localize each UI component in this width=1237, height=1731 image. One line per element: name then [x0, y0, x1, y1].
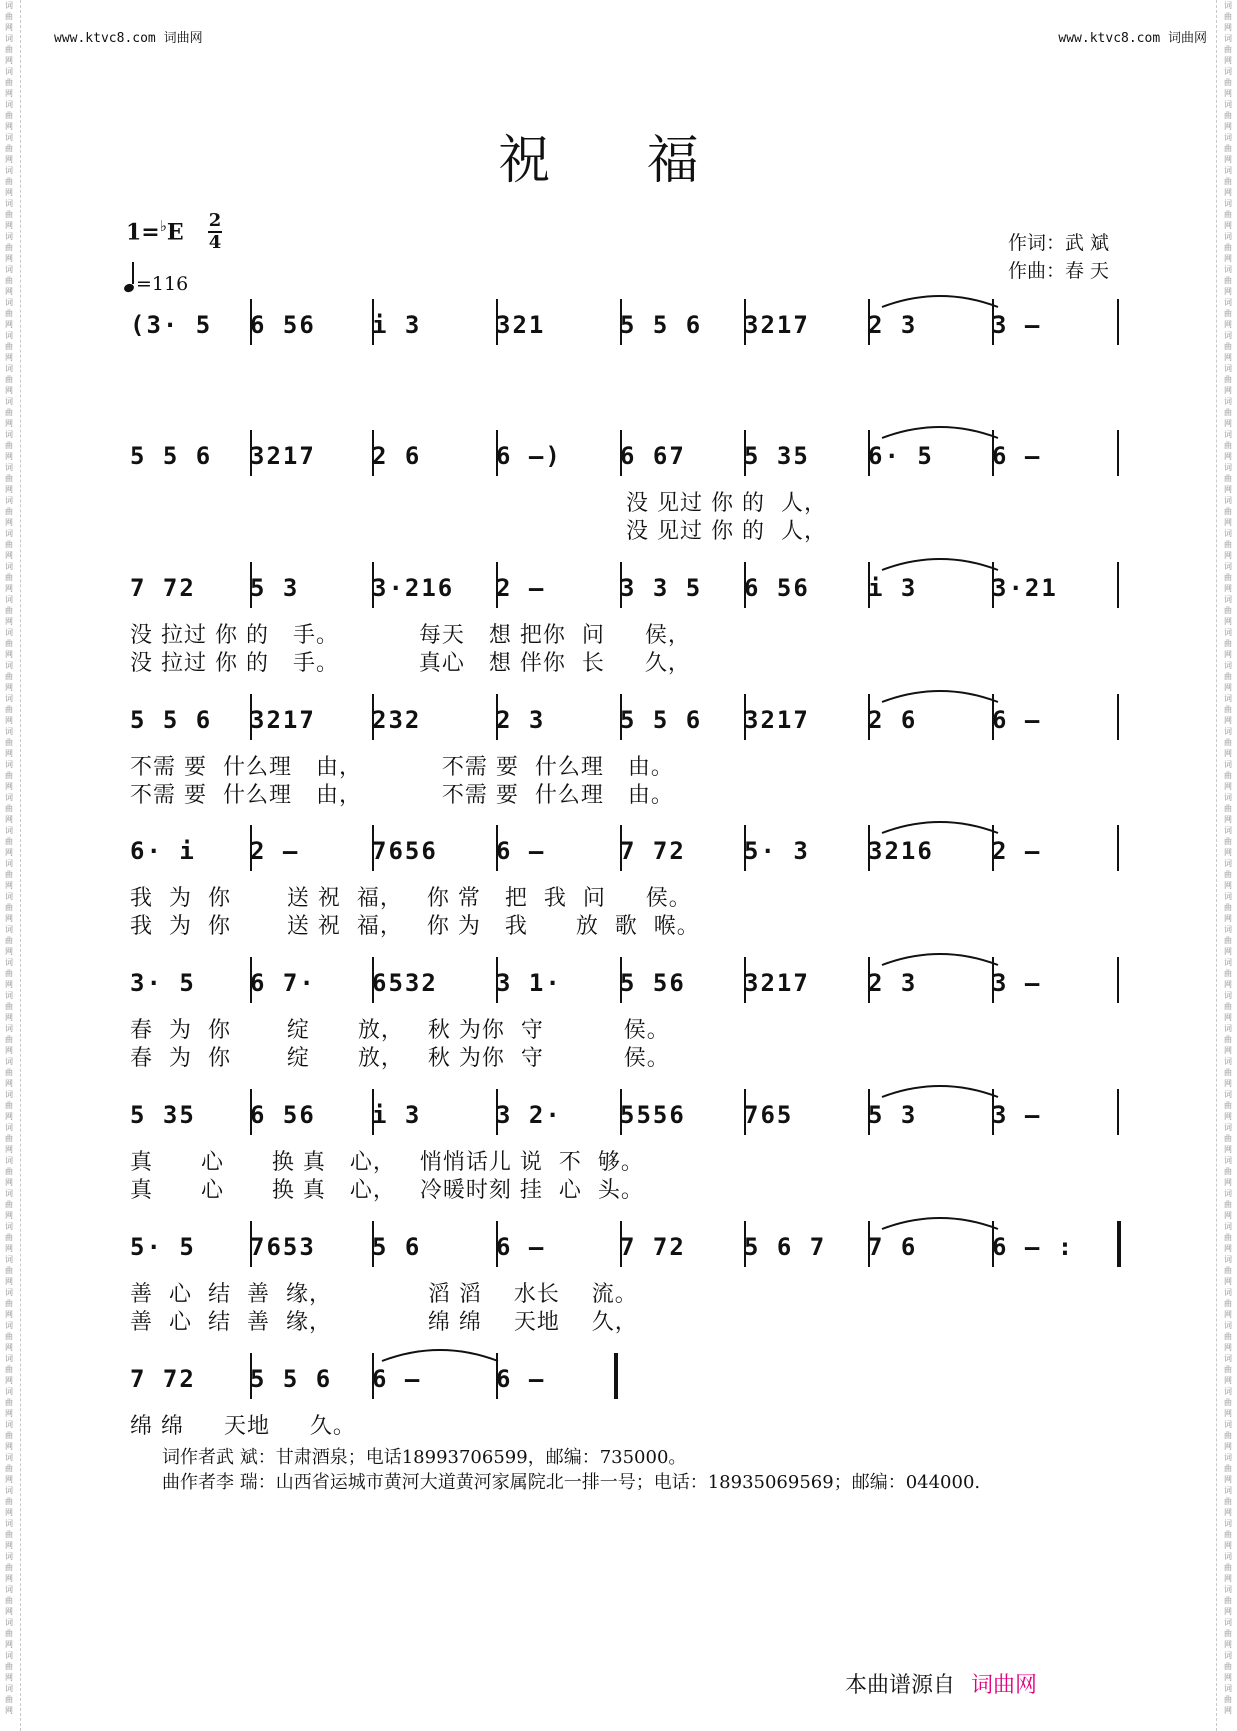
watermark-strip-text: 词曲网: [1224, 1651, 1232, 1682]
lyric-line: 没 拉过 你 的 手。 真心 想 伴你 长 久，: [130, 651, 691, 676]
bar-line: [372, 694, 374, 740]
watermark-strip-text: 词曲网: [1224, 991, 1232, 1022]
source-brand: 词曲网: [970, 1673, 1037, 1698]
lyric-line: 不需 要 什么理 由， 不需 要 什么理 由。: [130, 783, 674, 808]
lyric-line: 没 见过 你 的 人，: [626, 491, 827, 516]
watermark-strip-text: 词曲网: [5, 1255, 13, 1286]
bar-line: [1117, 825, 1119, 871]
measure-notes: 2 –: [496, 574, 546, 602]
meter-bottom: 4: [208, 232, 222, 253]
watermark-strip-text: 词曲网: [1224, 925, 1232, 956]
measure-notes: 3217: [250, 442, 316, 470]
bar-line: [372, 430, 374, 476]
lyric-line: 善 心 结 善 缘， 滔 滔 水长 流。: [130, 1282, 638, 1307]
watermark-strip-text: 词曲网: [5, 793, 13, 824]
measure-notes: 5· 5: [130, 1233, 196, 1261]
watermark-strip-text: 词曲网: [1224, 1123, 1232, 1154]
bar-line: [868, 562, 870, 608]
measure-notes: 6 56: [250, 1101, 316, 1129]
watermark-strip-text: 词曲网: [5, 1354, 13, 1385]
watermark-strip-text: 词曲网: [5, 331, 13, 362]
bar-line: [868, 1221, 870, 1267]
watermark-strip-text: 词曲网: [5, 562, 13, 593]
watermark-strip-text: 词曲网: [5, 628, 13, 659]
measure-notes: 3216: [868, 837, 934, 865]
bar-line: [496, 694, 498, 740]
watermark-strip-text: 词曲网: [1224, 1321, 1232, 1352]
watermark-strip-text: 词曲网: [1224, 331, 1232, 362]
watermark-strip-text: 词曲网: [1224, 1354, 1232, 1385]
meter-top: 2: [208, 210, 222, 231]
bar-line: [496, 825, 498, 871]
measure-notes: 5 5 6: [620, 311, 703, 339]
measure-notes: 6 – :: [992, 1233, 1075, 1261]
source-note: [845, 1668, 1037, 1699]
bar-line: [1117, 1221, 1121, 1267]
lyricist-credit: 作词：武 斌: [1007, 232, 1109, 254]
slur-mark: [880, 947, 1000, 967]
bar-line: [620, 825, 622, 871]
quarter-note-icon: [123, 283, 135, 294]
tempo-marking: [124, 268, 188, 295]
slur-mark: [880, 1079, 1000, 1099]
watermark-strip-text: 词曲网: [5, 430, 13, 461]
bar-line: [744, 299, 746, 345]
measure-notes: 2 –: [250, 837, 300, 865]
bar-line: [250, 1089, 252, 1135]
watermark-strip-text: 词曲网: [1224, 1486, 1232, 1517]
footer-line-lyricist: 词作者武 斌：甘肃酒泉；电话18993706599，邮编：735000。: [162, 1447, 687, 1468]
bar-line: [496, 299, 498, 345]
slur-mark: [880, 289, 1000, 309]
watermark-strip-text: 词曲网: [5, 1552, 13, 1583]
watermark-strip-text: 词曲网: [5, 100, 13, 131]
measure-notes: 7653: [250, 1233, 316, 1261]
watermark-strip-text: 词曲网: [1224, 958, 1232, 989]
bar-line: [372, 1221, 374, 1267]
right-dashed-rule: [1216, 0, 1217, 1731]
watermark-strip-text: 词曲网: [1224, 694, 1232, 725]
bar-line: [250, 694, 252, 740]
measure-notes: 3217: [744, 969, 810, 997]
watermark-strip-text: 词曲网: [1224, 1585, 1232, 1616]
key-signature: [126, 217, 184, 245]
watermark-strip-text: 词曲网: [1224, 496, 1232, 527]
measure-notes: 5 5 6: [130, 706, 213, 734]
bar-line: [620, 562, 622, 608]
bar-line: [744, 1221, 746, 1267]
lyric-line: 春 为 你 绽 放， 秋 为你 守 侯。: [130, 1018, 670, 1043]
measure-notes: 3·216: [372, 574, 455, 602]
measure-notes: i 3: [372, 311, 422, 339]
bar-line: [496, 1089, 498, 1135]
key-note: E: [166, 219, 184, 246]
bar-line: [1117, 562, 1119, 608]
bar-line: [1117, 694, 1119, 740]
bar-line: [372, 299, 374, 345]
measure-notes: 3·21: [992, 574, 1058, 602]
watermark-strip-text: 词曲网: [5, 694, 13, 725]
bar-line: [620, 957, 622, 1003]
tempo-value: =116: [136, 273, 189, 295]
watermark-strip-text: 词曲网: [5, 1222, 13, 1253]
watermark-strip-text: 词曲网: [1224, 265, 1232, 296]
time-signature: [208, 212, 222, 252]
watermark-strip-text: 词曲网: [5, 1684, 13, 1715]
watermark-strip-text: 词曲网: [5, 166, 13, 197]
watermark-strip-text: 词曲网: [5, 1, 13, 32]
watermark-strip-text: 词曲网: [1224, 166, 1232, 197]
watermark-strip-text: 词曲网: [1224, 529, 1232, 560]
bar-line: [620, 299, 622, 345]
watermark-strip-text: 词曲网: [5, 1090, 13, 1121]
measure-notes: 6 56: [250, 311, 316, 339]
measure-notes: 7 6: [868, 1233, 918, 1261]
measure-notes: 6 67: [620, 442, 686, 470]
bar-line: [250, 430, 252, 476]
watermark-strip-text: 词曲网: [1224, 1453, 1232, 1484]
bar-line: [1117, 299, 1119, 345]
measure-notes: 3 3 5: [620, 574, 703, 602]
measure-notes: (3· 5: [130, 311, 213, 339]
bar-line: [1117, 957, 1119, 1003]
bar-line: [744, 694, 746, 740]
bar-line: [372, 1353, 374, 1399]
measure-notes: 6 –): [496, 442, 562, 470]
lyric-line: 没 拉过 你 的 手。 每天 想 把你 问 侯，: [130, 623, 691, 648]
watermark-strip-text: 词曲网: [1224, 628, 1232, 659]
watermark-strip-text: 词曲网: [1224, 595, 1232, 626]
watermark-strip-text: 词曲网: [5, 232, 13, 263]
slur-mark: [880, 1211, 1000, 1231]
watermark-strip-text: 词曲网: [5, 364, 13, 395]
watermark-strip-text: 词曲网: [1224, 463, 1232, 494]
watermark-strip-text: 词曲网: [1224, 364, 1232, 395]
watermark-strip-text: 词曲网: [5, 595, 13, 626]
slur-mark: [880, 552, 1000, 572]
footer-line-composer: 曲作者李 瑞：山西省运城市黄河大道黄河家属院北一排一号；电话：18935069569；邮编：044000.: [162, 1472, 981, 1493]
bar-line: [620, 1089, 622, 1135]
watermark-strip-text: 词曲网: [1224, 1519, 1232, 1550]
watermark-strip-text: 词曲网: [5, 1651, 13, 1682]
lyric-line: 真 心 换 真 心， 冷暖时刻 挂 心 头。: [130, 1178, 644, 1203]
measure-notes: 5 3: [250, 574, 300, 602]
lyric-line: 不需 要 什么理 由， 不需 要 什么理 由。: [130, 755, 674, 780]
measure-notes: 7656: [372, 837, 438, 865]
watermark-strip-text: 词曲网: [5, 298, 13, 329]
watermark-strip-text: 词曲网: [1224, 397, 1232, 428]
watermark-strip-text: 词曲网: [1224, 1090, 1232, 1121]
bar-line: [744, 825, 746, 871]
watermark-strip-text: 词曲网: [5, 529, 13, 560]
bar-line: [250, 1353, 252, 1399]
watermark-strip-text: 词曲网: [1224, 1420, 1232, 1451]
measure-notes: 321: [496, 311, 546, 339]
header-left-url: www.ktvc8.com: [54, 31, 156, 46]
measure-notes: 3 –: [992, 1101, 1042, 1129]
watermark-strip-text: 词曲网: [1224, 1222, 1232, 1253]
watermark-strip-text: 词曲网: [1224, 1288, 1232, 1319]
slur-mark: [880, 815, 1000, 835]
composer-credit: 作曲：春 天: [1007, 260, 1109, 282]
measure-notes: 7 72: [620, 837, 686, 865]
measure-notes: 2 –: [992, 837, 1042, 865]
bar-line: [620, 1221, 622, 1267]
watermark-strip-text: 词曲网: [1224, 1189, 1232, 1220]
watermark-strip-text: 词曲网: [1224, 133, 1232, 164]
watermark-strip-text: 词曲网: [5, 496, 13, 527]
watermark-strip-text: 词曲网: [1224, 1057, 1232, 1088]
right-watermark-strip: [1221, 0, 1235, 1731]
watermark-strip-text: 词曲网: [1224, 34, 1232, 65]
key-tonic: 1=: [126, 219, 160, 246]
left-dashed-rule: [20, 0, 21, 1731]
watermark-strip-text: 词曲网: [1224, 826, 1232, 857]
measure-notes: 5 56: [620, 969, 686, 997]
watermark-strip-text: 词曲网: [5, 463, 13, 494]
measure-notes: 5 35: [744, 442, 810, 470]
watermark-strip-text: 词曲网: [5, 397, 13, 428]
watermark-strip-text: 词曲网: [5, 1024, 13, 1055]
watermark-strip-text: 词曲网: [5, 925, 13, 956]
lyric-line: 善 心 结 善 缘， 绵 绵 天地 久，: [130, 1310, 638, 1335]
measure-notes: 2 6: [868, 706, 918, 734]
measure-notes: 2 6: [372, 442, 422, 470]
bar-line: [868, 957, 870, 1003]
watermark-strip-text: 词曲网: [5, 1519, 13, 1550]
song-title: 祝 福: [498, 131, 739, 191]
watermark-strip-text: 词曲网: [1224, 1618, 1232, 1649]
measure-notes: 6 –: [496, 837, 546, 865]
watermark-strip-text: 词曲网: [5, 1453, 13, 1484]
watermark-strip-text: 词曲网: [1224, 298, 1232, 329]
bar-line: [496, 1221, 498, 1267]
bar-line: [372, 562, 374, 608]
watermark-strip-text: 词曲网: [5, 1486, 13, 1517]
watermark-strip-text: 词曲网: [1224, 727, 1232, 758]
slur-mark: [880, 420, 1000, 440]
bar-line: [1117, 430, 1119, 476]
lyric-line: 我 为 你 送 祝 福， 你 常 把 我 问 侯。: [130, 886, 692, 911]
measure-notes: 3· 5: [130, 969, 196, 997]
watermark-strip-text: 词曲网: [5, 826, 13, 857]
lyric-line: 绵 绵 天地 久。: [130, 1414, 356, 1439]
header-right: [1058, 27, 1207, 46]
watermark-strip-text: 词曲网: [1224, 1552, 1232, 1583]
measure-notes: 7 72: [130, 574, 196, 602]
measure-notes: 3 2·: [496, 1101, 562, 1129]
lyric-line: 我 为 你 送 祝 福， 你 为 我 放 歌 喉。: [130, 914, 700, 939]
measure-notes: 5 6: [372, 1233, 422, 1261]
measure-notes: i 3: [868, 574, 918, 602]
watermark-strip-text: 词曲网: [5, 991, 13, 1022]
measure-notes: 6 7·: [250, 969, 316, 997]
lyric-line: 没 见过 你 的 人，: [626, 519, 827, 544]
measure-notes: 6· 5: [868, 442, 934, 470]
watermark-strip-text: 词曲网: [5, 67, 13, 98]
bar-line: [620, 430, 622, 476]
watermark-strip-text: 词曲网: [5, 1156, 13, 1187]
watermark-strip-text: 词曲网: [1224, 892, 1232, 923]
measure-notes: 6 –: [496, 1365, 546, 1393]
bar-line: [250, 299, 252, 345]
bar-line: [250, 562, 252, 608]
measure-notes: 6 56: [744, 574, 810, 602]
watermark-strip-text: 词曲网: [5, 1189, 13, 1220]
bar-line: [372, 825, 374, 871]
measure-notes: 2 3: [868, 969, 918, 997]
watermark-strip-text: 词曲网: [1224, 199, 1232, 230]
bar-line: [744, 1089, 746, 1135]
measure-notes: 6 –: [496, 1233, 546, 1261]
lyric-line: 真 心 换 真 心， 悄悄话儿 说 不 够。: [130, 1150, 644, 1175]
bar-line: [868, 430, 870, 476]
measure-notes: 6532: [372, 969, 438, 997]
watermark-strip-text: 词曲网: [1224, 793, 1232, 824]
watermark-strip-text: 词曲网: [5, 199, 13, 230]
watermark-strip-text: 词曲网: [5, 133, 13, 164]
bar-line: [744, 430, 746, 476]
watermark-strip-text: 词曲网: [5, 1057, 13, 1088]
bar-line: [868, 1089, 870, 1135]
watermark-strip-text: 词曲网: [1224, 1255, 1232, 1286]
watermark-strip-text: 词曲网: [1224, 1684, 1232, 1715]
bar-line: [250, 1221, 252, 1267]
watermark-strip-text: 词曲网: [5, 34, 13, 65]
bar-line: [372, 957, 374, 1003]
measure-notes: 232: [372, 706, 422, 734]
watermark-strip-text: 词曲网: [5, 1585, 13, 1616]
measure-notes: 2 3: [496, 706, 546, 734]
watermark-strip-text: 词曲网: [1224, 760, 1232, 791]
measure-notes: 7 72: [130, 1365, 196, 1393]
watermark-strip-text: 词曲网: [1224, 1156, 1232, 1187]
measure-notes: 5 35: [130, 1101, 196, 1129]
watermark-strip-text: 词曲网: [5, 1288, 13, 1319]
measure-notes: 3217: [744, 311, 810, 339]
measure-notes: 5556: [620, 1101, 686, 1129]
measure-notes: 5 5 6: [620, 706, 703, 734]
watermark-strip-text: 词曲网: [5, 892, 13, 923]
measure-notes: 6 –: [992, 706, 1042, 734]
watermark-strip-text: 词曲网: [5, 760, 13, 791]
slur-mark: [880, 684, 1000, 704]
left-watermark-strip: [2, 0, 16, 1731]
bar-line: [620, 694, 622, 740]
header-right-brand: 词曲网: [1167, 31, 1207, 46]
watermark-strip-text: 词曲网: [1224, 1, 1232, 32]
watermark-strip-text: 词曲网: [5, 1123, 13, 1154]
watermark-strip-text: 词曲网: [1224, 67, 1232, 98]
watermark-strip-text: 词曲网: [5, 859, 13, 890]
header-left: [54, 27, 203, 46]
measure-notes: 5 5 6: [130, 442, 213, 470]
watermark-strip-text: 词曲网: [1224, 1387, 1232, 1418]
measure-notes: 6· i: [130, 837, 196, 865]
watermark-strip-text: 词曲网: [1224, 562, 1232, 593]
bar-line: [868, 694, 870, 740]
measure-notes: 5 6 7: [744, 1233, 827, 1261]
measure-notes: 3 –: [992, 311, 1042, 339]
watermark-strip-text: 词曲网: [5, 1387, 13, 1418]
measure-notes: 6 –: [992, 442, 1042, 470]
measure-notes: 7 72: [620, 1233, 686, 1261]
measure-notes: i 3: [372, 1101, 422, 1129]
bar-line: [744, 957, 746, 1003]
bar-line: [868, 299, 870, 345]
watermark-strip-text: 词曲网: [5, 661, 13, 692]
watermark-strip-text: 词曲网: [1224, 1024, 1232, 1055]
header-left-brand: 词曲网: [163, 31, 203, 46]
measure-notes: 3 –: [992, 969, 1042, 997]
measure-notes: 2 3: [868, 311, 918, 339]
measure-notes: 5· 3: [744, 837, 810, 865]
bar-line: [868, 825, 870, 871]
watermark-strip-text: 词曲网: [1224, 859, 1232, 890]
bar-line: [496, 562, 498, 608]
watermark-strip-text: 词曲网: [1224, 232, 1232, 263]
measure-notes: 5 5 6: [250, 1365, 333, 1393]
watermark-strip-text: 词曲网: [1224, 430, 1232, 461]
bar-line: [496, 430, 498, 476]
measure-notes: 765: [744, 1101, 794, 1129]
bar-line: [1117, 1089, 1119, 1135]
bar-line: [496, 957, 498, 1003]
watermark-strip-text: 词曲网: [5, 1420, 13, 1451]
watermark-strip-text: 词曲网: [5, 1321, 13, 1352]
watermark-strip-text: 词曲网: [1224, 100, 1232, 131]
header-right-url: www.ktvc8.com: [1058, 31, 1161, 46]
lyric-line: 春 为 你 绽 放， 秋 为你 守 侯。: [130, 1046, 670, 1071]
bar-line: [614, 1353, 618, 1399]
measure-notes: 6 –: [372, 1365, 422, 1393]
watermark-strip-text: 词曲网: [5, 727, 13, 758]
source-label: 本曲谱源自: [844, 1673, 955, 1698]
watermark-strip-text: 词曲网: [5, 1618, 13, 1649]
watermark-strip-text: 词曲网: [1224, 661, 1232, 692]
measure-notes: 3 1·: [496, 969, 562, 997]
slur-mark: [380, 1343, 500, 1363]
bar-line: [372, 1089, 374, 1135]
bar-line: [250, 957, 252, 1003]
measure-notes: 3217: [250, 706, 316, 734]
bar-line: [744, 562, 746, 608]
flat-sign: ♭: [159, 217, 167, 235]
watermark-strip-text: 词曲网: [5, 958, 13, 989]
measure-notes: 3217: [744, 706, 810, 734]
measure-notes: 5 3: [868, 1101, 918, 1129]
bar-line: [250, 825, 252, 871]
watermark-strip-text: 词曲网: [5, 265, 13, 296]
